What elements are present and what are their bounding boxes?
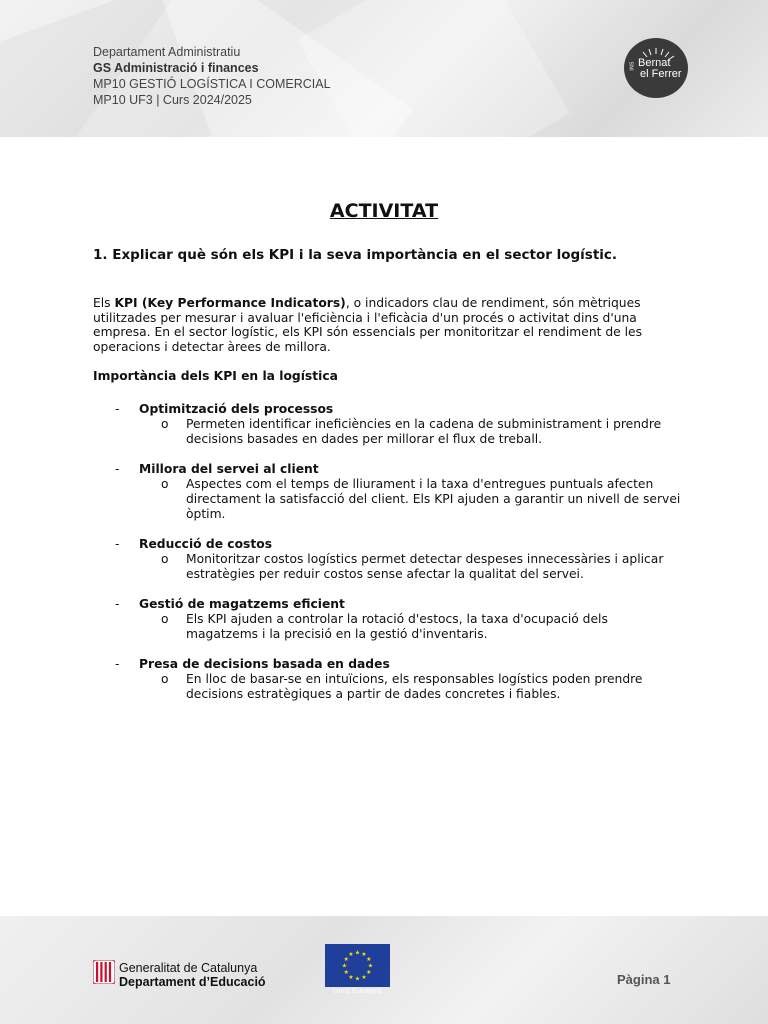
section-heading: Importància dels KPI en la logística (93, 369, 338, 383)
eu-star-icon: ★ (343, 956, 349, 963)
bullet-marker: o (161, 477, 169, 491)
module-name: MP10 GESTIÓ LOGÍSTICA I COMERCIAL (93, 77, 331, 91)
generalitat-name: Generalitat de Catalunya (119, 961, 258, 975)
intro-paragraph (93, 296, 683, 354)
list-item-title: Optimització dels processos (139, 402, 334, 416)
eu-star-icon: ★ (367, 962, 374, 970)
list-item-title: Millora del servei al client (139, 462, 319, 476)
list-item-title: Reducció de costos (139, 537, 273, 551)
intro-bold-term: KPI (Key Performance Indicators) (114, 296, 346, 310)
list-item-text: En lloc de basar-se en intuïcions, els responsables logístics poden prendre decisions estratègiques a partir de dades concretes i fiables. (186, 672, 643, 701)
dash-marker: - (115, 462, 120, 476)
question-heading: 1. Explicar què són els KPI i la seva importància en el sector logístic. (93, 247, 618, 263)
page-footer (0, 916, 768, 1024)
school-logo-line2: el Ferrer (640, 68, 682, 80)
eu-star-icon: ★ (366, 969, 372, 976)
list-item-text: Aspectes com el temps de lliurament i la taxa d'entregues puntuals afecten directament la satisfacció del client. Els KPI ajuden a garantir un nivell de servei òptim. (186, 477, 681, 521)
list-item (93, 537, 683, 582)
list-item (93, 462, 683, 522)
list-item (93, 657, 683, 702)
intro-rest: , o indicadors clau de rendiment, són mètriques utilitzades per mesurar i avaluar l'eficiència i l'eficàcia d'un procés o activitat dins d'una empresa. En el sector logístic, els KPI són essencials per monitoritzar el rendiment de les operacions i detectar àrees de millora. (93, 296, 643, 354)
list-item (93, 597, 683, 642)
eu-star-icon: ★ (354, 949, 361, 957)
dash-marker: - (115, 657, 120, 671)
bullet-marker: o (161, 672, 169, 686)
school-logo-prefix: INS (629, 61, 636, 71)
dash-marker: - (115, 537, 120, 551)
intro-lead: Els (93, 296, 115, 310)
eu-star-icon: ★ (361, 973, 367, 981)
department-name: Departament Administratiu (93, 45, 241, 59)
page-number: Pàgina 1 (617, 972, 671, 987)
eu-star-icon: ★ (348, 973, 354, 981)
list-item-title: Presa de decisions basada en dades (139, 657, 390, 671)
eu-stars-icon (325, 944, 390, 987)
list-item (93, 402, 683, 447)
course-name: GS Administració i finances (93, 61, 259, 75)
list-item-title: Gestió de magatzems eficient (139, 597, 345, 611)
page-title: ACTIVITAT (329, 200, 439, 222)
list-item-text: Monitoritzar costos logístics permet detectar despeses innecessàries i aplicar estratègies per reduir costos sense afectar la qualitat del servei. (186, 552, 664, 581)
eu-caption: Unió Europea (333, 988, 382, 995)
eu-star-icon: ★ (341, 962, 348, 970)
school-logo-line1: Bernat (638, 57, 671, 69)
school-logo (624, 38, 688, 98)
eu-star-icon: ★ (366, 956, 372, 963)
unit-year: MP10 UF3 | Curs 2024/2025 (93, 93, 252, 107)
bullet-marker: o (161, 612, 169, 626)
bullet-marker: o (161, 417, 169, 431)
list-item-text: Permeten identificar ineficiències en la cadena de subministrament i prendre decisions basades en dades per millorar el flux de treball. (186, 417, 662, 446)
dash-marker: - (115, 597, 120, 611)
page-header (0, 0, 768, 137)
generalitat-logo-icon (93, 960, 115, 984)
eu-star-icon: ★ (348, 951, 354, 959)
eu-star-icon: ★ (361, 951, 367, 959)
importance-list (93, 402, 683, 717)
eu-star-icon: ★ (354, 975, 361, 983)
dash-marker: - (115, 402, 120, 416)
generalitat-text (119, 961, 266, 989)
header-info (93, 44, 331, 108)
education-department: Departament d’Educació (119, 975, 266, 989)
bullet-marker: o (161, 552, 169, 566)
list-item-text: Els KPI ajuden a controlar la rotació d'estocs, la taxa d'ocupació dels magatzems i la precisió en la gestió d'inventaris. (186, 612, 608, 641)
eu-flag-icon (325, 944, 390, 987)
eu-star-icon: ★ (343, 969, 349, 976)
